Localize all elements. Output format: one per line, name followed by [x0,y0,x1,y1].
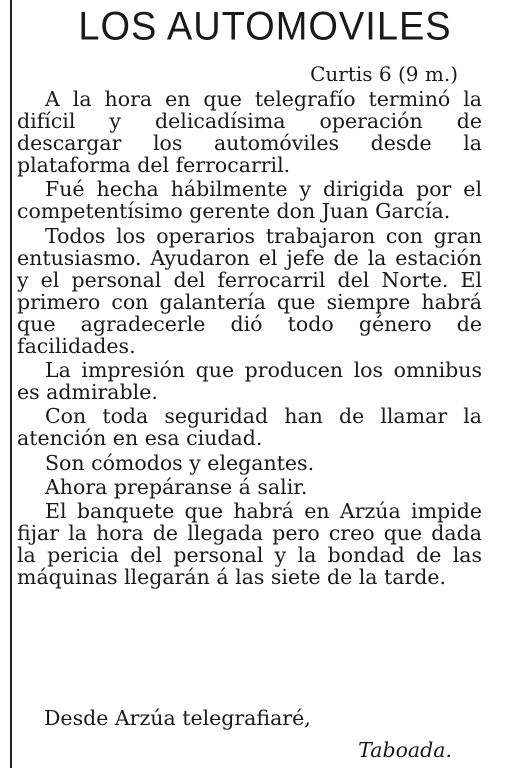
article-dateline: Curtis 6 (9 m.) [310,62,458,86]
article-paragraph: A la hora en que telegrafío terminó la difícil y delicadísima operación de descargar los automóviles desde la plataforma del ferrocarril. [17,87,482,178]
article-paragraph: Ahora prepáranse á salir. [45,474,308,499]
article-headline: LOS AUTOMOVILES [78,4,452,50]
article-body [17,88,482,590]
column-divider-line [10,0,12,768]
article-signoff: Desde Arzúa telegrafiaré, [44,706,311,730]
article-paragraph: Fué hecha hábilmente y dirigida por el competentísimo gerente don Juan García. [17,177,482,224]
article-paragraph: El banquete que habrá en Arzúa impide fijar la hora de llegada pero creo que dada la pericia del personal y la bondad de las máquinas llegarán á las siete de la tarde. [17,498,482,589]
article-paragraph: Con toda seguridad han de llamar la atención en esa ciudad. [17,404,482,451]
article-paragraph: Son cómodos y elegantes. [45,450,315,475]
article-signature: Taboada. [358,738,452,762]
article-paragraph: Todos los operarios trabajaron con gran entusiasmo. Ayudaron el jefe de la estación y el personal del ferrocarril del Norte. El primero con galantería que siempre habrá que agradecerle dió todo género de facilidades. [17,223,482,359]
article-paragraph: La impresión que producen los omnibus es admirable. [17,358,482,405]
